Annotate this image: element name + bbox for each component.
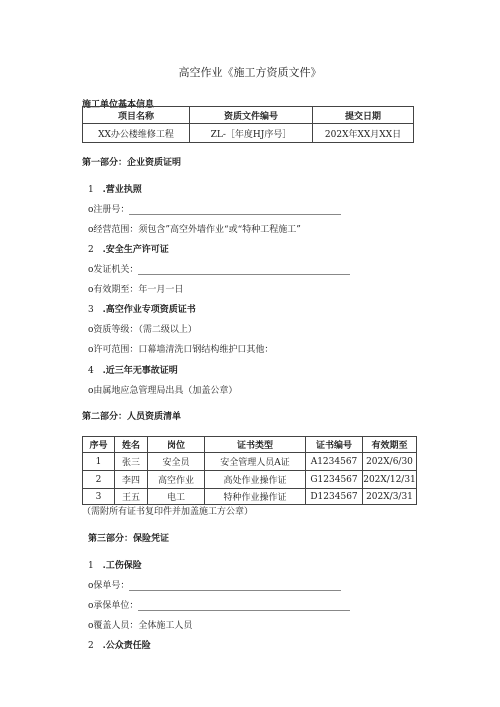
personnel-table — [82, 436, 417, 505]
issuer-label: o发证机关： — [88, 265, 139, 275]
part1-item-3-num: 3 — [88, 305, 94, 315]
table-cell: 王五 — [115, 489, 148, 505]
no-accident-proof: o由属地应急管理局出具（加盖公章） — [88, 386, 238, 396]
table-cell: 1 — [83, 453, 115, 471]
table-cell: 安全管理人员A证 — [205, 453, 306, 471]
permit-scope-row: o许可范围：口幕墙清洗口钢结构维护口其他： — [88, 345, 274, 355]
table-cell: G1234567 — [306, 471, 363, 489]
reg-no-row — [88, 202, 341, 215]
part1-item-2-num: 2 — [88, 245, 94, 255]
basic-info-table — [82, 106, 414, 143]
part3-item-1-num: 1 — [88, 561, 94, 571]
personnel-header-position: 岗位 — [148, 437, 205, 453]
personnel-header-no: 序号 — [83, 437, 115, 453]
basic-info-cell-project: XX办公楼维修工程 — [83, 124, 190, 143]
table-cell: 202X/12/31 — [363, 471, 417, 489]
table-cell: 张三 — [115, 453, 148, 471]
insurer-row — [88, 598, 350, 611]
part1-item-3 — [88, 302, 196, 315]
table-cell: 安全员 — [148, 453, 205, 471]
part3-item-1 — [88, 558, 142, 571]
table-cell: D1234567 — [306, 489, 363, 505]
part2-heading: 第二部分：人员资质清单 — [82, 412, 182, 422]
coverage-row: o覆盖人员：全体施工人员 — [88, 621, 193, 631]
part1-item-1-title: .营业执照 — [102, 185, 142, 195]
validity-row: o有效期至：年一月一日 — [88, 285, 184, 295]
issuer-blank — [138, 266, 350, 275]
insurer-label: o承保单位： — [88, 601, 139, 611]
table-row — [83, 489, 417, 505]
table-cell: 202X/3/31 — [363, 489, 417, 505]
table-cell: 高空作业 — [148, 471, 205, 489]
table-cell: 电工 — [148, 489, 205, 505]
part1-item-1-num: 1 — [88, 185, 94, 195]
issuer-row — [88, 262, 350, 275]
basic-info-header-file-no: 资质文件编号 — [190, 107, 313, 124]
part3-item-2-title: .公众责任险 — [102, 641, 151, 651]
part1-item-4-title: .近三年无事故证明 — [102, 366, 178, 376]
personnel-header-cert-type: 证书类型 — [205, 437, 306, 453]
insurer-blank — [138, 602, 350, 611]
table-cell: 李四 — [115, 471, 148, 489]
part1-item-2-title: .安全生产许可证 — [102, 245, 169, 255]
part1-item-4-num: 4 — [88, 366, 94, 376]
table-cell: 3 — [83, 489, 115, 505]
basic-info-header-project: 项目名称 — [83, 107, 190, 124]
basic-info-label: 施工单位基本信息 — [82, 100, 155, 110]
reg-no-blank — [129, 206, 341, 215]
reg-no-label: o注册号： — [88, 205, 130, 215]
table-row — [83, 453, 417, 471]
policy-no-blank — [129, 582, 341, 591]
table-row — [83, 471, 417, 489]
personnel-header-name: 姓名 — [115, 437, 148, 453]
part1-item-4 — [88, 363, 178, 376]
table-cell: 202X/6/30 — [363, 453, 417, 471]
policy-no-row — [88, 578, 341, 591]
part3-item-1-title: .工伤保险 — [102, 561, 142, 571]
part1-heading: 第一部分：企业资质证明 — [82, 158, 182, 168]
table-cell: A1234567 — [306, 453, 363, 471]
policy-no-label: o保单号： — [88, 581, 130, 591]
qual-level-row: o资质等级：（需二级以上） — [88, 325, 197, 335]
part3-item-2 — [88, 638, 151, 651]
personnel-header-cert-no: 证书编号 — [306, 437, 363, 453]
personnel-note: （需附所有证书复印件并加盖施工方公章） — [82, 507, 254, 517]
basic-info-cell-date: 202X年XX月XX日 — [313, 124, 414, 143]
part3-heading: 第三部分：保险凭证 — [88, 534, 170, 544]
part3-item-2-num: 2 — [88, 641, 94, 651]
table-cell: 2 — [83, 471, 115, 489]
business-scope: o经营范围：须包含”高空外墙作业“或“特种工程施工” — [88, 225, 301, 235]
basic-info-header-date: 提交日期 — [313, 107, 414, 124]
document-title: 高空作业《施工方资质文件》 — [178, 66, 322, 79]
table-cell: 高处作业操作证 — [205, 471, 306, 489]
table-cell: 特种作业操作证 — [205, 489, 306, 505]
personnel-header-valid-until: 有效期至 — [363, 437, 417, 453]
part1-item-1 — [88, 182, 142, 195]
part1-item-2 — [88, 242, 169, 255]
basic-info-cell-file-no: ZL-［年度HJ序号］ — [190, 124, 313, 143]
part1-item-3-title: .高空作业专项资质证书 — [102, 305, 196, 315]
